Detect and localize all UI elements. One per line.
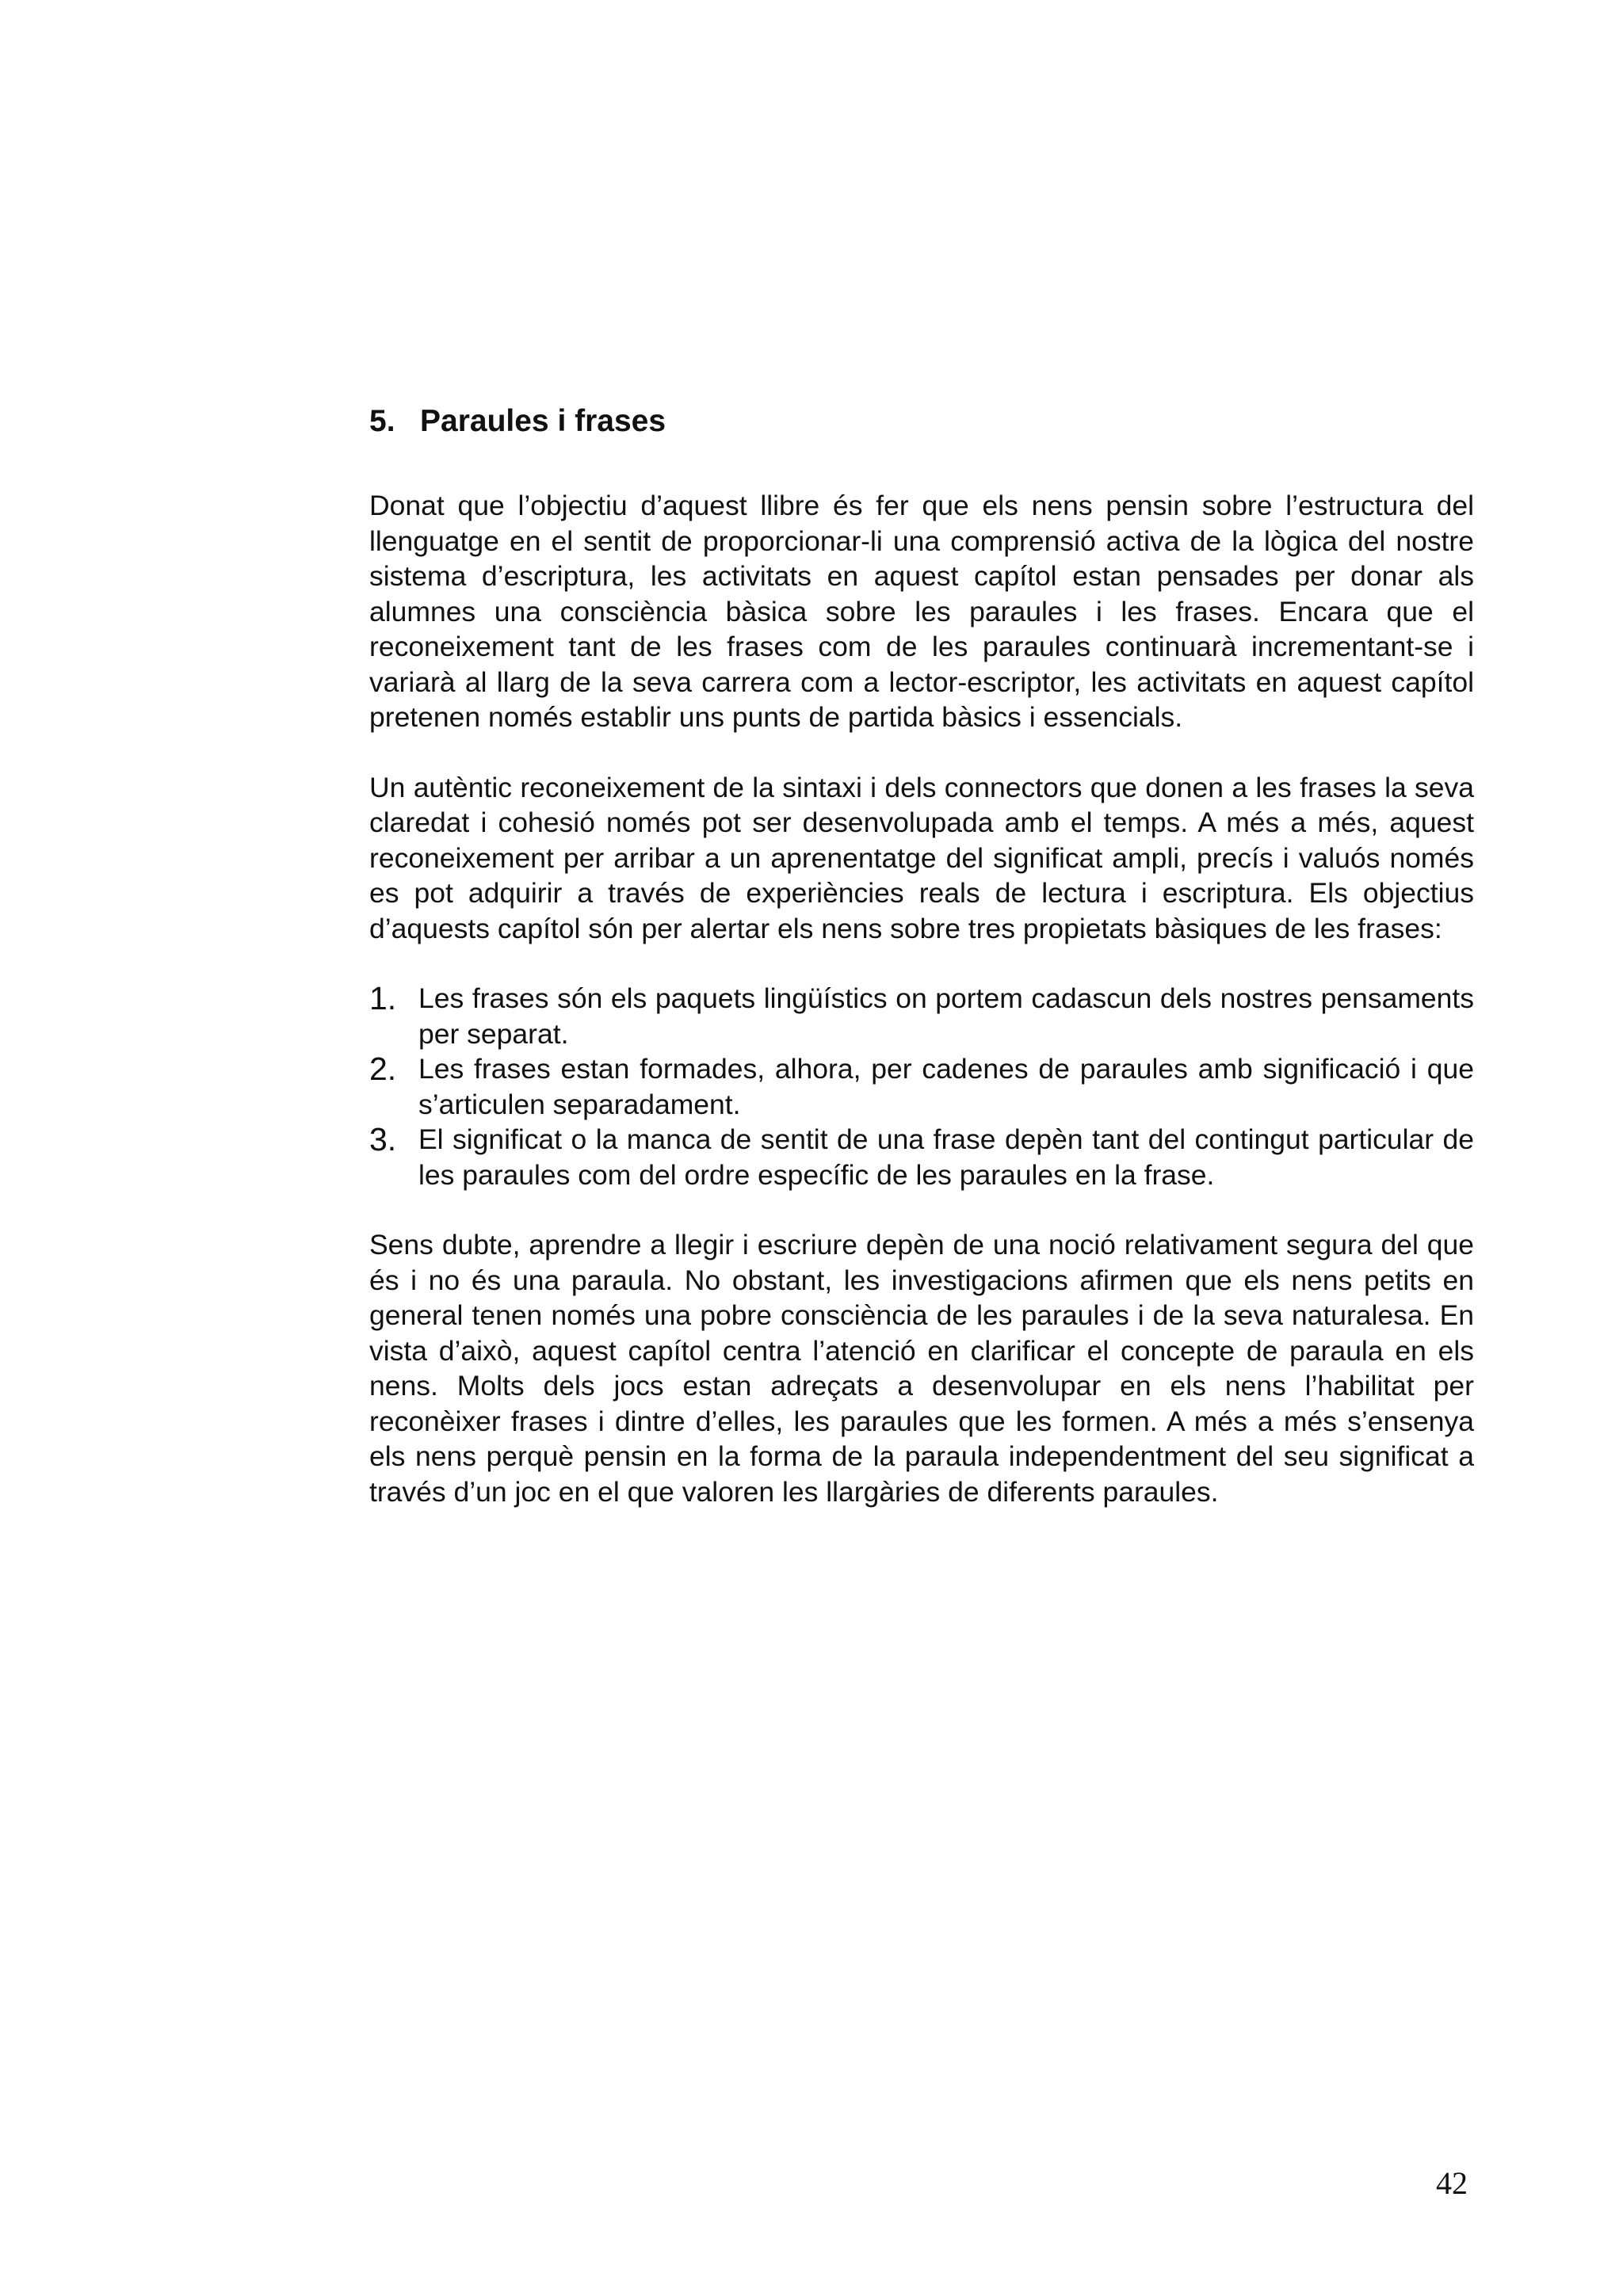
list-item	[369, 1122, 1474, 1192]
intro-paragraph: Donat que l’objectiu d’aquest llibre és fer que els nens pensin sobre l’estructura del llenguatge en el sentit de proporcionar-li una comprensió activa de la lògica del nostre sistema d’escriptura, les activitats en aquest capítol estan pensades per donar als alumnes una consciència bàsica sobre les paraules i les frases. Encara que el reconeixement tant de les frases com de les paraules continuarà incrementant-se i variarà al llarg de la seva carrera com a lector-escriptor, les activitats en aquest capítol pretenen només establir uns punts de partida bàsics i essencials.	[369, 490, 1474, 733]
properties-list	[369, 981, 1474, 1192]
list-item	[369, 1051, 1474, 1122]
list-item-text: El significat o la manca de sentit de una frase depèn tant del contingut particular de les paraules com del ordre específic de les paraules en la frase.	[418, 1123, 1474, 1191]
list-item-number: 2.	[369, 1051, 397, 1087]
word-concept-paragraph: Sens dubte, aprendre a llegir i escriure depèn de una noció relativament segura del que és i no és una paraula. No obstant, les investigacions afirmen que els nens petits en general tenen només una pobre consciència de les paraules i de la seva naturalesa. En vista d’això, aquest capítol centra l’atenció en clarificar el concepte de paraula en els nens. Molts dels jocs estan adreçats a desenvolupar en els nens l’habilitat per reconèixer frases i dintre d’elles, les paraules que les formen. A més a més s’ensenya els nens perquè pensin en la forma de la paraula independentment del seu significat a través d’un joc en el que valoren les llargàries de diferents paraules.	[369, 1229, 1474, 1508]
list-item-number: 1.	[369, 980, 397, 1016]
list-item-text: Les frases són els paquets lingüístics on portem cadascun dels nostres pensaments per separat.	[418, 982, 1474, 1050]
list-item	[369, 981, 1474, 1051]
section-title: Paraules i frases	[420, 404, 666, 438]
section-number: 5.	[369, 404, 395, 438]
syntax-paragraph: Un autèntic reconeixement de la sintaxi i dels connectors que donen a les frases la seva claredat i cohesió només pot ser desenvolupada amb el temps. A més a més, aquest reconeixement per arribar a un aprenentatge del significat ampli, precís i valuós només es pot adquirir a través de experiències reals de lectura i escriptura. Els objectius d’aquests capítol són per alertar els nens sobre tres propietats bàsiques de les frases:	[369, 771, 1474, 944]
page-number: 42	[1436, 2165, 1468, 2201]
list-item-number: 3.	[369, 1121, 397, 1158]
page-content	[369, 399, 1474, 1544]
list-item-text: Les frases estan formades, alhora, per cadenes de paraules amb significació i que s’articulen separadament.	[418, 1053, 1474, 1120]
section-heading	[369, 399, 1474, 444]
